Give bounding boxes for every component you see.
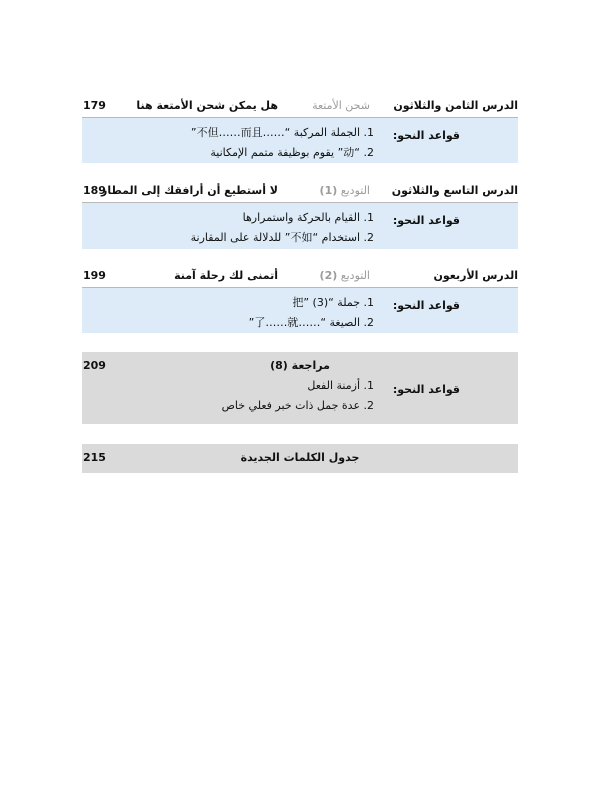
lesson-38-topic: شحن الأمتعة: [312, 99, 370, 112]
lesson-39-name: الدرس التاسع والثلاثون: [391, 184, 518, 197]
lesson-39-grammar-item-1: 1. القيام بالحركة واستمرارها: [242, 211, 374, 224]
lesson-39-grammar-box: [82, 203, 518, 249]
vocabulary-box: [82, 444, 518, 473]
lesson-40-header: [82, 265, 518, 288]
review-8-grammar-items: [222, 376, 374, 416]
lesson-40-grammar-item-2: 2. الصيغة “……了……就”: [248, 316, 374, 329]
review-8-box: [82, 352, 518, 424]
lesson-38-grammar-label: قواعد النحو:: [392, 129, 460, 142]
lesson-39-grammar-item-2: 2. استخدام “不如” للدلالة على المقارنة: [190, 231, 374, 244]
vocabulary-header: [82, 444, 518, 473]
lesson-40-topic: التوديع (2): [319, 269, 370, 282]
lesson-39-title[interactable]: لا أستطيع أن أرافقك إلى المطار: [100, 184, 278, 197]
review-8-header: [82, 352, 518, 378]
lesson-40-page-number[interactable]: 199: [83, 269, 106, 282]
lesson-38-name: الدرس الثامن والثلاثون: [393, 99, 518, 112]
lesson-40-grammar-items: [249, 293, 374, 333]
lesson-39-page-number[interactable]: 189: [83, 184, 106, 197]
vocabulary-page-number[interactable]: 215: [83, 451, 106, 464]
lesson-39-header: [82, 180, 518, 203]
lesson-39-grammar-items: [191, 208, 374, 248]
vocabulary-entry: [82, 444, 518, 473]
lesson-40-entry: [82, 265, 518, 333]
lesson-38-header: [82, 95, 518, 118]
review-8-grammar-item-2: 2. عدة جمل ذات خبر فعلي خاص: [221, 399, 374, 412]
lesson-40-title[interactable]: أتمنى لك رحلة آمنة: [174, 269, 278, 282]
lesson-39-grammar-label: قواعد النحو:: [392, 214, 460, 227]
lesson-40-grammar-label: قواعد النحو:: [392, 299, 460, 312]
review-8-grammar-label: قواعد النحو:: [392, 383, 460, 396]
lesson-40-name: الدرس الأربعون: [433, 269, 518, 282]
lesson-38-grammar-item-2: 2. “动” يقوم بوظيفة متمم الإمكانية: [210, 146, 374, 159]
lesson-39-topic: التوديع (1): [319, 184, 370, 197]
review-8-page-number[interactable]: 209: [83, 359, 106, 372]
lesson-40-grammar-box: [82, 288, 518, 333]
review-8-grammar-item-1: 1. أزمنة الفعل: [307, 379, 374, 392]
lesson-38-grammar-box: [82, 118, 518, 163]
lesson-38-entry: [82, 95, 518, 163]
lesson-38-title[interactable]: هل يمكن شحن الأمتعة هنا: [136, 99, 278, 112]
lesson-38-grammar-item-1: 1. الجملة المركبة “……不但……而且”: [190, 126, 374, 139]
review-8-entry: [82, 352, 518, 424]
lesson-40-grammar-item-1: 1. جملة “把” (3): [292, 296, 374, 309]
lesson-39-entry: [82, 180, 518, 249]
lesson-38-grammar-items: [191, 123, 374, 163]
lesson-38-page-number[interactable]: 179: [83, 99, 106, 112]
vocabulary-title[interactable]: جدول الكلمات الجديدة: [240, 451, 360, 464]
review-8-title[interactable]: مراجعة (8): [270, 359, 330, 372]
